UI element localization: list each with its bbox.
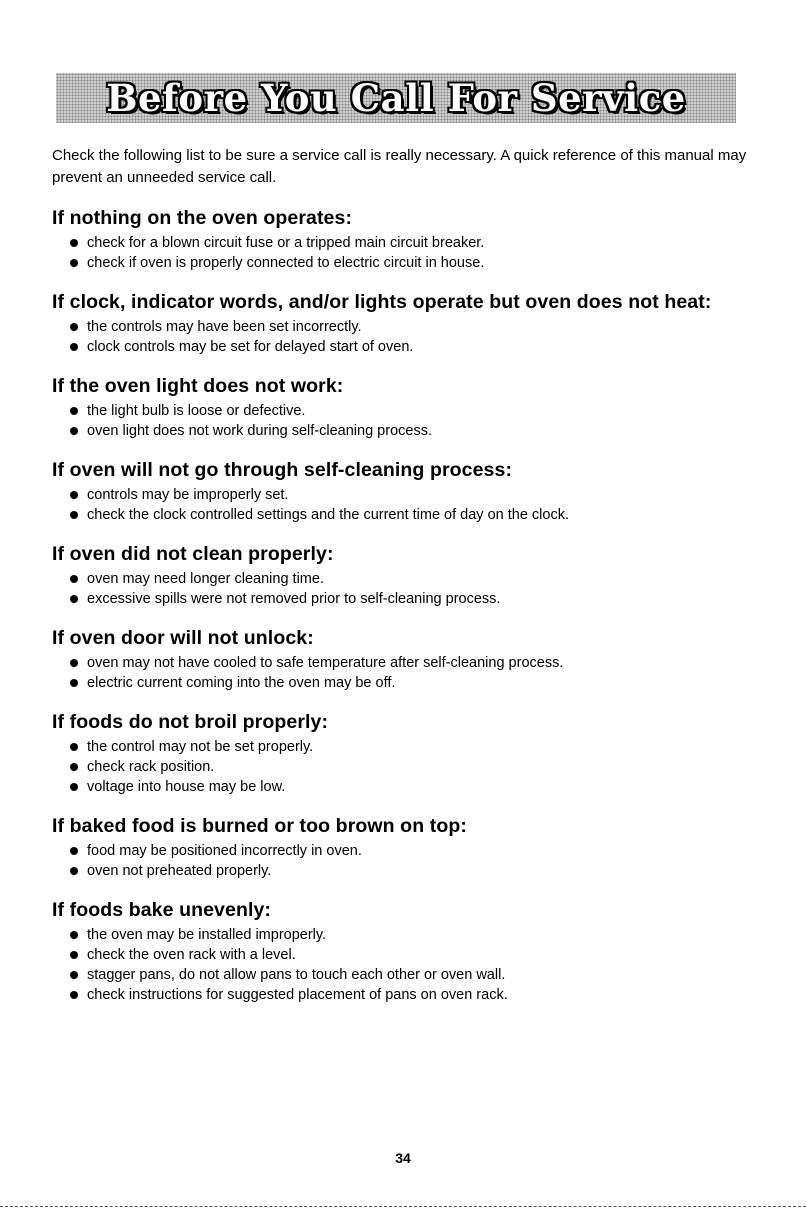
bullet-item: controls may be improperly set. <box>52 485 752 505</box>
bullet-list <box>52 317 752 357</box>
section-heading: If the oven light does not work: <box>52 375 344 397</box>
section-heading: If oven did not clean properly: <box>52 543 334 565</box>
bullet-item: electric current coming into the oven may be off. <box>52 673 752 693</box>
bullet-item: the control may not be set properly. <box>52 737 752 757</box>
bullet-item: the oven may be installed improperly. <box>52 925 752 945</box>
bullet-item: the light bulb is loose or defective. <box>52 401 752 421</box>
section-heading: If foods do not broil properly: <box>52 711 329 733</box>
bullet-item: oven light does not work during self-cleaning process. <box>52 421 752 441</box>
troubleshooting-section <box>52 897 752 1005</box>
bullet-item: voltage into house may be low. <box>52 777 752 797</box>
troubleshooting-sections <box>52 205 752 1021</box>
page-title: Before You Call For Service <box>106 76 686 120</box>
bullet-item: check the clock controlled settings and the current time of day on the clock. <box>52 505 752 525</box>
section-heading: If oven will not go through self-cleaning process: <box>52 459 513 481</box>
section-heading: If nothing on the oven operates: <box>52 207 353 229</box>
bullet-item: stagger pans, do not allow pans to touch each other or oven wall. <box>52 965 752 985</box>
bullet-item: oven not preheated properly. <box>52 861 752 881</box>
bullet-list <box>52 569 752 609</box>
troubleshooting-section <box>52 289 752 357</box>
bullet-item: oven may not have cooled to safe temperature after self-cleaning process. <box>52 653 752 673</box>
page-number: 34 <box>395 1150 411 1166</box>
bottom-divider <box>0 1206 806 1207</box>
bullet-item: check instructions for suggested placement of pans on oven rack. <box>52 985 752 1005</box>
bullet-item: oven may need longer cleaning time. <box>52 569 752 589</box>
bullet-item: check the oven rack with a level. <box>52 945 752 965</box>
troubleshooting-section <box>52 205 752 273</box>
troubleshooting-section <box>52 813 752 881</box>
section-heading: If clock, indicator words, and/or lights operate but oven does not heat: <box>52 291 712 313</box>
bullet-item: check for a blown circuit fuse or a tripped main circuit breaker. <box>52 233 752 253</box>
troubleshooting-section <box>52 457 752 525</box>
bullet-item: check rack position. <box>52 757 752 777</box>
section-heading: If foods bake unevenly: <box>52 899 272 921</box>
section-heading: If oven door will not unlock: <box>52 627 314 649</box>
intro-paragraph: Check the following list to be sure a service call is really necessary. A quick reference of this manual may prevent an unneeded service call. <box>52 147 747 186</box>
troubleshooting-section <box>52 373 752 441</box>
bullet-list <box>52 737 752 797</box>
bullet-list <box>52 401 752 441</box>
title-banner <box>56 73 736 123</box>
bullet-item: clock controls may be set for delayed start of oven. <box>52 337 752 357</box>
bullet-item: food may be positioned incorrectly in oven. <box>52 841 752 861</box>
bullet-list <box>52 233 752 273</box>
bullet-item: the controls may have been set incorrectly. <box>52 317 752 337</box>
section-heading: If baked food is burned or too brown on top: <box>52 815 467 837</box>
troubleshooting-section <box>52 709 752 797</box>
bullet-list <box>52 841 752 881</box>
bullet-item: excessive spills were not removed prior to self-cleaning process. <box>52 589 752 609</box>
bullet-list <box>52 485 752 525</box>
troubleshooting-section <box>52 541 752 609</box>
bullet-item: check if oven is properly connected to electric circuit in house. <box>52 253 752 273</box>
bullet-list <box>52 653 752 693</box>
bullet-list <box>52 925 752 1005</box>
troubleshooting-section <box>52 625 752 693</box>
